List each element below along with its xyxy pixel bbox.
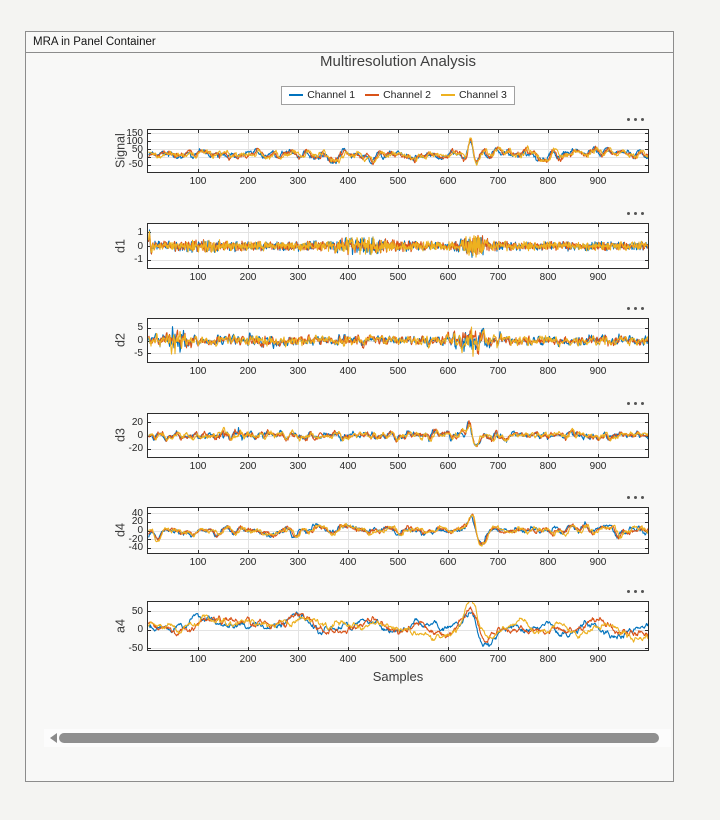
x-tick-label: 100 <box>189 654 207 665</box>
y-tick-label: -50 <box>128 642 143 654</box>
x-tick-label: 200 <box>239 176 257 187</box>
x-tick-label: 600 <box>439 176 457 187</box>
y-tick-label: 50 <box>131 605 143 617</box>
y-tick-label: -5 <box>134 347 143 359</box>
x-tick-label: 100 <box>189 176 207 187</box>
x-tick-label: 700 <box>489 654 507 665</box>
x-tick-label: 600 <box>439 366 457 377</box>
x-tick-label: 900 <box>589 366 607 377</box>
y-tick-label: -50 <box>128 159 143 171</box>
x-tick-label: 100 <box>189 366 207 377</box>
x-tick-label: 700 <box>489 557 507 568</box>
y-tick-label: -20 <box>128 443 143 455</box>
x-tick-label: 200 <box>239 272 257 283</box>
y-tick-label: 20 <box>131 516 143 528</box>
y-tick-label: 150 <box>126 127 143 139</box>
x-tick-label: 200 <box>239 654 257 665</box>
x-tick-label: 300 <box>289 366 307 377</box>
x-tick-label: 500 <box>389 272 407 283</box>
x-tick-label: 500 <box>389 654 407 665</box>
plot-area-a4[interactable] <box>147 601 649 651</box>
y-tick-label: 50 <box>131 143 143 155</box>
x-tick-label: 500 <box>389 461 407 472</box>
y-tick-label: 100 <box>126 135 143 147</box>
x-tick-label: 300 <box>289 176 307 187</box>
x-tick-label: 400 <box>339 366 357 377</box>
legend-item-label: Channel 2 <box>383 89 431 101</box>
x-tick-label: 500 <box>389 176 407 187</box>
x-tick-label: 900 <box>589 461 607 472</box>
x-tick-label: 600 <box>439 654 457 665</box>
y-axis-label: a4 <box>113 619 128 633</box>
y-tick-label: 0 <box>137 525 143 536</box>
x-tick-label: 100 <box>189 272 207 283</box>
x-tick-label: 600 <box>439 557 457 568</box>
panel-title: MRA in Panel Container <box>33 36 156 48</box>
x-tick-label: 200 <box>239 366 257 377</box>
x-tick-label: 300 <box>289 557 307 568</box>
triangle-left-icon[interactable] <box>50 733 57 743</box>
scrollbar-thumb[interactable] <box>59 733 659 743</box>
x-tick-label: 700 <box>489 366 507 377</box>
x-tick-label: 500 <box>389 366 407 377</box>
x-tick-label: 400 <box>339 461 357 472</box>
x-tick-label: 800 <box>539 366 557 377</box>
y-tick-label: -40 <box>128 542 143 554</box>
y-tick-label: 0 <box>137 430 143 441</box>
legend-item-label: Channel 1 <box>307 89 356 101</box>
x-tick-label: 900 <box>589 557 607 568</box>
y-axis-label: d4 <box>113 523 128 538</box>
x-tick-label: 300 <box>289 654 307 665</box>
x-tick-label: 600 <box>439 272 457 283</box>
x-tick-label: 600 <box>439 461 457 472</box>
x-tick-label: 400 <box>339 557 357 568</box>
x-tick-label: 800 <box>539 272 557 283</box>
horizontal-scrollbar[interactable] <box>44 729 671 747</box>
x-tick-label: 800 <box>539 557 557 568</box>
y-tick-label: 0 <box>137 240 143 252</box>
y-tick-label: 5 <box>137 322 143 334</box>
x-tick-label: 500 <box>389 557 407 568</box>
x-tick-label: 400 <box>339 654 357 665</box>
x-tick-label: 700 <box>489 176 507 187</box>
x-tick-label: 800 <box>539 176 557 187</box>
chart-title: Multiresolution Analysis <box>320 53 476 70</box>
x-tick-label: 400 <box>339 176 357 187</box>
y-axis-label: d2 <box>113 333 128 348</box>
mra-panel-container <box>25 31 674 782</box>
y-axis-label: d1 <box>113 239 128 253</box>
x-tick-label: 200 <box>239 461 257 472</box>
x-tick-label: 900 <box>589 176 607 187</box>
x-tick-label: 300 <box>289 461 307 472</box>
x-tick-label: 700 <box>489 461 507 472</box>
y-axis-label: d3 <box>113 428 128 443</box>
x-tick-label: 100 <box>189 557 207 568</box>
plot-canvas[interactable] <box>148 602 648 650</box>
y-tick-label: 0 <box>137 624 143 636</box>
x-axis-title: Samples <box>372 669 424 684</box>
y-tick-label: 20 <box>131 416 143 428</box>
y-tick-label: -1 <box>134 254 143 266</box>
axes-options-button[interactable] <box>622 585 648 597</box>
y-tick-label: 0 <box>137 151 143 163</box>
x-tick-label: 800 <box>539 654 557 665</box>
x-tick-label: 400 <box>339 272 357 283</box>
y-tick-label: 40 <box>131 507 143 519</box>
y-tick-label: -20 <box>128 533 143 545</box>
y-tick-label: 1 <box>137 226 143 238</box>
x-tick-label: 900 <box>589 272 607 283</box>
y-axis-label: Signal <box>113 133 128 169</box>
x-tick-label: 800 <box>539 461 557 472</box>
x-tick-label: 700 <box>489 272 507 283</box>
x-tick-label: 200 <box>239 557 257 568</box>
x-tick-label: 300 <box>289 272 307 283</box>
y-tick-label: 0 <box>137 335 143 346</box>
x-tick-label: 100 <box>189 461 207 472</box>
ellipsis-icon <box>627 590 644 593</box>
x-tick-label: 900 <box>589 654 607 665</box>
legend-item-label: Channel 3 <box>458 89 507 101</box>
